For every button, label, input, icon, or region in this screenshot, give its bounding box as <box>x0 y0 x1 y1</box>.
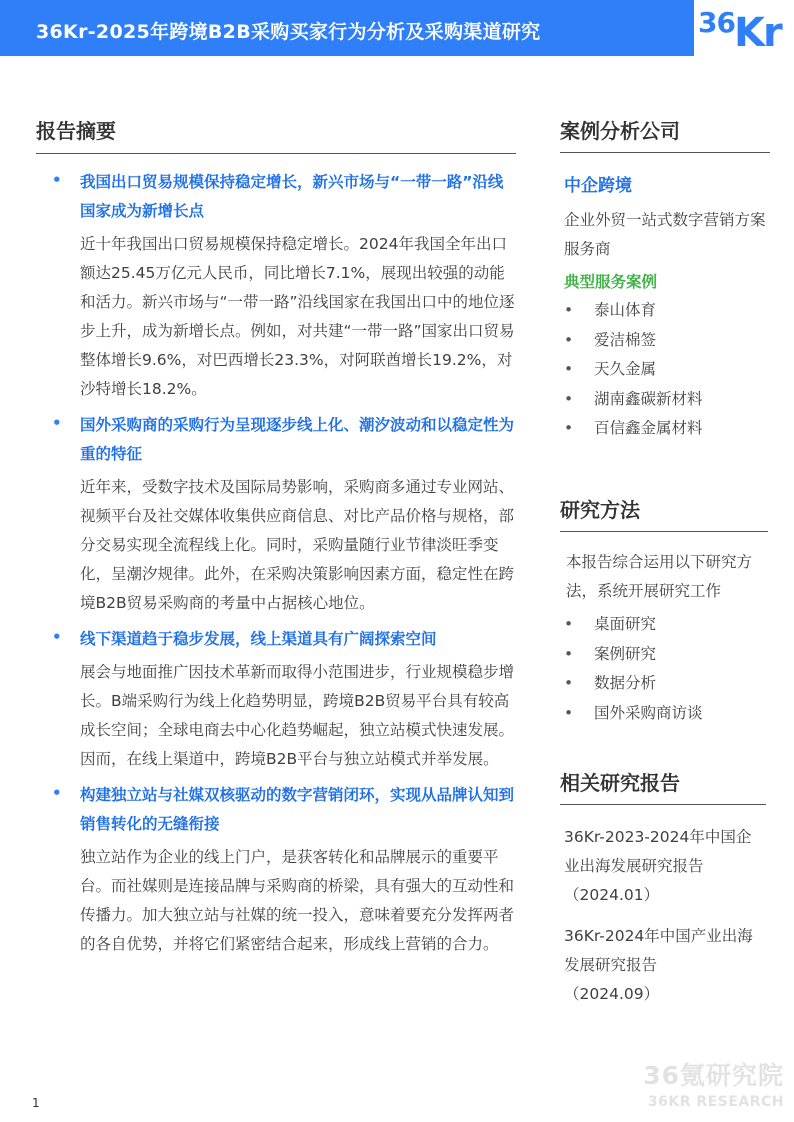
case-item <box>560 414 770 444</box>
case-label: 湖南鑫碳新材料 <box>594 389 703 408</box>
method-item <box>560 640 768 670</box>
summary-item <box>36 625 516 774</box>
36kr-logo <box>694 0 794 56</box>
case-item <box>560 355 770 385</box>
case-item <box>560 326 770 356</box>
bullet-icon: • <box>564 301 574 319</box>
bullet-icon: • <box>564 703 574 722</box>
case-item <box>560 296 770 326</box>
watermark-cn: 36氪研究院 <box>643 1061 784 1090</box>
bullet-icon: • <box>564 674 574 692</box>
research-method-section <box>560 494 768 728</box>
watermark <box>634 1056 784 1110</box>
summary-heading: 线下渠道趋于稳步发展，线上渠道具有广阔探索空间 <box>80 630 437 648</box>
bullet-icon: • <box>564 360 574 378</box>
page-number: 1 <box>32 1096 40 1110</box>
method-label: 案例研究 <box>594 644 657 663</box>
method-item <box>560 669 768 699</box>
related-reports-title: 相关研究报告 <box>560 767 766 805</box>
summary-section <box>36 115 516 966</box>
bullet-icon: • <box>52 171 62 189</box>
summary-item <box>36 781 516 959</box>
summary-heading: 构建独立站与社媒双核驱动的数字营销闭环，实现从品牌认知到销售转化的无缝衔接 <box>80 786 515 833</box>
bullet-icon: • <box>52 414 62 432</box>
logo-letters: Kr <box>734 10 781 56</box>
method-label: 数据分析 <box>594 674 657 692</box>
summary-body: 展会与地面推广因技术革新而取得小范围进步，行业规模稳步增长。B端采购行为线上化趋势明显，跨境B2B贸易平台具有较高成长空间；全球电商去中心化趋势崛起，独立站模式快速发展。因而，在线上渠道中，跨境B2B平台与独立站模式并举发展。 <box>80 663 515 768</box>
method-label: 国外采购商访谈 <box>594 703 703 722</box>
case-label: 泰山体育 <box>594 301 657 319</box>
report-date: （2024.01） <box>564 886 660 904</box>
header-bar <box>0 0 794 56</box>
case-analysis-title: 案例分析公司 <box>560 115 770 153</box>
bullet-icon: • <box>564 330 574 349</box>
summary-item <box>36 411 516 618</box>
case-label: 爱洁棉签 <box>594 330 657 349</box>
summary-body: 近十年我国出口贸易规模保持稳定增长。2024年我国全年出口额达25.45万亿元人民币，同比增长7.1%，展现出较强的动能和活力。新兴市场与“一带一路”沿线国家在我国出口中的地位逐步上升，成为新增长点。例如，对共建“一带一路”国家出口贸易整体增长9.6%，对巴西增长23.3%，对阿联酋增长19.2%，对沙特增长18.2%。 <box>80 235 515 398</box>
related-reports-section <box>560 767 766 1009</box>
bullet-icon: • <box>52 784 62 802</box>
method-label: 桌面研究 <box>594 615 657 633</box>
method-list <box>560 610 768 728</box>
bullet-icon: • <box>564 419 574 437</box>
report-date: （2024.09） <box>564 985 660 1003</box>
summary-heading: 国外采购商的采购行为呈现逐步线上化、潮汐波动和以稳定性为重的特征 <box>80 416 515 463</box>
case-label: 天久金属 <box>594 360 657 378</box>
report-name: 36Kr-2023-2024年中国企业出海发展研究报告 <box>564 828 752 875</box>
cases-title: 典型服务案例 <box>564 273 658 291</box>
case-item <box>560 385 770 415</box>
research-method-title: 研究方法 <box>560 494 768 532</box>
bullet-icon: • <box>52 628 62 646</box>
method-item <box>560 610 768 640</box>
bullet-icon: • <box>564 644 574 663</box>
report-entry <box>564 823 766 910</box>
report-name: 36Kr-2024年中国产业出海发展研究报告 <box>564 927 753 974</box>
research-method-intro: 本报告综合运用以下研究方法，系统开展研究工作 <box>566 553 753 600</box>
company-description: 企业外贸一站式数字营销方案服务商 <box>564 211 766 258</box>
summary-body: 独立站作为企业的线上门户，是获客转化和品牌展示的重要平台。而社媒则是连接品牌与采购商的桥梁，具有强大的互动性和传播力。加大独立站与社媒的统一投入，意味着要充分发挥两者的各自优势，并将它们紧密结合起来，形成线上营销的合力。 <box>80 848 515 953</box>
watermark-en: 36KR RESEARCH <box>647 1094 784 1110</box>
logo-number: 36 <box>698 6 735 39</box>
summary-body: 近年来，受数字技术及国际局势影响，采购商多通过专业网站、视频平台及社交媒体收集供应商信息、对比产品价格与规格，部分交易实现全流程线上化。同时，采购量随行业节律淡旺季变化，呈潮汐规律。此外，在采购决策影响因素方面，稳定性在跨境B2B贸易采购商的考量中占据核心地位。 <box>80 478 515 612</box>
case-analysis-section <box>560 115 770 444</box>
case-label: 百信鑫金属材料 <box>594 419 703 437</box>
summary-heading: 我国出口贸易规模保持稳定增长，新兴市场与“一带一路”沿线国家成为新增长点 <box>80 173 504 220</box>
report-title: 36Kr-2025年跨境B2B采购买家行为分析及采购渠道研究 <box>36 21 541 43</box>
report-entry <box>564 922 766 1009</box>
summary-title: 报告摘要 <box>36 115 516 154</box>
bullet-icon: • <box>564 389 574 408</box>
bullet-icon: • <box>564 615 574 633</box>
company-name: 中企跨境 <box>564 176 632 196</box>
case-list <box>560 296 770 444</box>
method-item <box>560 699 768 729</box>
summary-list <box>36 168 516 959</box>
summary-item <box>36 168 516 404</box>
